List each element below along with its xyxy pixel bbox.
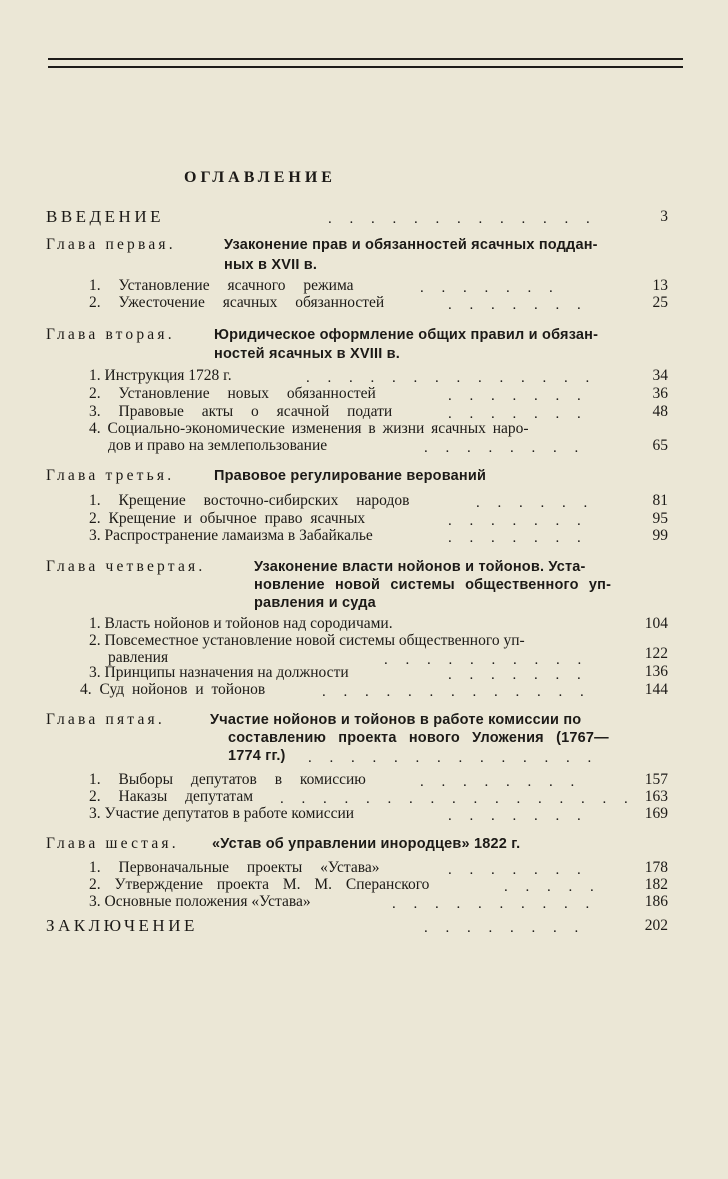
chapter2-title-line2: ностей ясачных в XVIII в. (214, 346, 400, 362)
toc-item: 1. Выборы депутатов в комиссию (89, 771, 366, 788)
intro-page: 3 (660, 208, 668, 225)
dot-leader: . . . . . . . . . . . . . (322, 684, 591, 700)
intro-label: ВВЕДЕНИЕ (46, 207, 164, 226)
toc-item: 2. Утверждение проекта М. М. Сперанского (89, 876, 430, 893)
dot-leader: . . . . . . . (448, 808, 588, 824)
toc-item: 2. Ужесточение ясачных обязанностей (89, 294, 385, 311)
toc-item-page: 122 (644, 645, 668, 662)
toc-item-page: 36 (652, 385, 668, 402)
dot-leader: . . . . . . . (448, 530, 588, 546)
chapter4-title-line2: новление новой системы общественного уп- (254, 577, 612, 593)
dot-leader: . . . . . . . . (424, 920, 586, 936)
toc-item: 3. Основные положения «Устава» (89, 893, 311, 910)
chapter2-title-line1: Юридическое оформление общих правил и обязан- (214, 327, 599, 343)
chapter4-title-line1: Узаконение власти нойонов и тойонов. Уста- (254, 559, 586, 575)
toc-item: 1. Власть нойонов и тойонов над сородичами. (89, 615, 393, 632)
toc-item-continued: дов и право на землепользование (108, 437, 328, 454)
chapter2-prefix: Глава вторая. (46, 326, 175, 343)
toc-item-page: 182 (644, 876, 668, 893)
toc-item-page: 95 (652, 510, 668, 527)
toc-item-page: 104 (644, 615, 668, 632)
dot-leader: . . . . . . . (448, 667, 588, 683)
dot-leader: . . . . . . . (448, 513, 588, 529)
chapter4-title-line3: равления и суда (254, 595, 376, 611)
dot-leader: . . . . . . . . (420, 774, 582, 790)
toc-item-continued: равления (108, 649, 169, 666)
page-title: ОГЛАВЛЕНИЕ (184, 169, 336, 186)
conclusion-page: 202 (644, 917, 668, 934)
dot-leader: . . . . . . . . . . . . . (328, 211, 597, 227)
dot-leader: . . . . . . . (420, 280, 560, 296)
dot-leader: . . . . . . . . . . (384, 652, 589, 668)
dot-leader: . . . . . . . . . . . . . . . . . (280, 791, 635, 807)
toc-item-page: 99 (652, 527, 668, 544)
chapter5-prefix: Глава пятая. (46, 711, 165, 728)
toc-item-page: 186 (644, 893, 668, 910)
dot-leader: . . . . . . . (448, 297, 588, 313)
dot-leader: . . . . . . . . . . . . . . (306, 370, 597, 386)
toc-item: 2. Повсеместное установление новой системы общественного уп- (89, 632, 525, 649)
toc-item-page: 34 (652, 367, 668, 384)
toc-item: 4. Суд нойонов и тойонов (80, 681, 266, 698)
toc-item: 3. Принципы назначения на должности (89, 664, 349, 681)
toc-item: 3. Распространение ламаизма в Забайкалье (89, 527, 373, 544)
conclusion-label: ЗАКЛЮЧЕНИЕ (46, 916, 198, 935)
toc-item-page: 13 (652, 277, 668, 294)
dot-leader: . . . . . . (476, 495, 595, 511)
dot-leader: . . . . . (504, 879, 601, 895)
toc-item-page: 48 (652, 403, 668, 420)
dot-leader: . . . . . . . . . . . . . . (308, 750, 599, 766)
toc-item-page: 163 (644, 788, 668, 805)
dot-leader: . . . . . . . (448, 388, 588, 404)
chapter6-title-line1: «Устав об управлении инородцев» 1822 г. (212, 836, 521, 852)
top-rule (48, 58, 683, 60)
chapter1-title-line1: Узаконение прав и обязанностей ясачных поддан- (224, 237, 598, 253)
toc-item-page: 25 (652, 294, 668, 311)
toc-item-page: 178 (644, 859, 668, 876)
toc-item: 2. Крещение и обычное право ясачных (89, 510, 366, 527)
toc-item-page: 65 (652, 437, 668, 454)
toc-item: 2. Наказы депутатам (89, 788, 254, 805)
toc-item: 3. Правовые акты о ясачной подати (89, 403, 393, 420)
dot-leader: . . . . . . . (448, 406, 588, 422)
toc-item-page: 144 (644, 681, 668, 698)
toc-item: 1. Крещение восточно-сибирских народов (89, 492, 410, 509)
toc-item: 3. Участие депутатов в работе комиссии (89, 805, 355, 822)
toc-item-page: 81 (652, 492, 668, 509)
toc-item: 1. Первоначальные проекты «Устава» (89, 859, 380, 876)
chapter1-prefix: Глава первая. (46, 236, 176, 253)
toc-item-page: 157 (644, 771, 668, 788)
toc-item-page: 169 (644, 805, 668, 822)
chapter3-prefix: Глава третья. (46, 467, 175, 484)
dot-leader: . . . . . . . . (424, 440, 586, 456)
dot-leader: . . . . . . . (448, 862, 588, 878)
top-rule-second (48, 66, 683, 68)
toc-item: 1. Установление ясачного режима (89, 277, 354, 294)
chapter3-title-line1: Правовое регулирование верований (214, 468, 487, 484)
chapter1-title-line2: ных в XVII в. (224, 257, 318, 273)
toc-item-page: 136 (644, 663, 668, 680)
chapter5-title-line2: составлению проекта нового Уложения (1767— (228, 730, 609, 746)
chapter5-title-line3: 1774 гг.) (228, 748, 286, 764)
chapter6-prefix: Глава шестая. (46, 835, 179, 852)
toc-item: 2. Установление новых обязанностей (89, 385, 376, 402)
toc-item: 1. Инструкция 1728 г. (89, 367, 232, 384)
chapter5-title-line1: Участие нойонов и тойонов в работе комиссии по (210, 712, 582, 728)
chapter4-prefix: Глава четвертая. (46, 558, 206, 575)
toc-item: 4. Социально-экономические изменения в жизни ясачных наро- (89, 420, 529, 437)
dot-leader: . . . . . . . . . . (392, 896, 597, 912)
